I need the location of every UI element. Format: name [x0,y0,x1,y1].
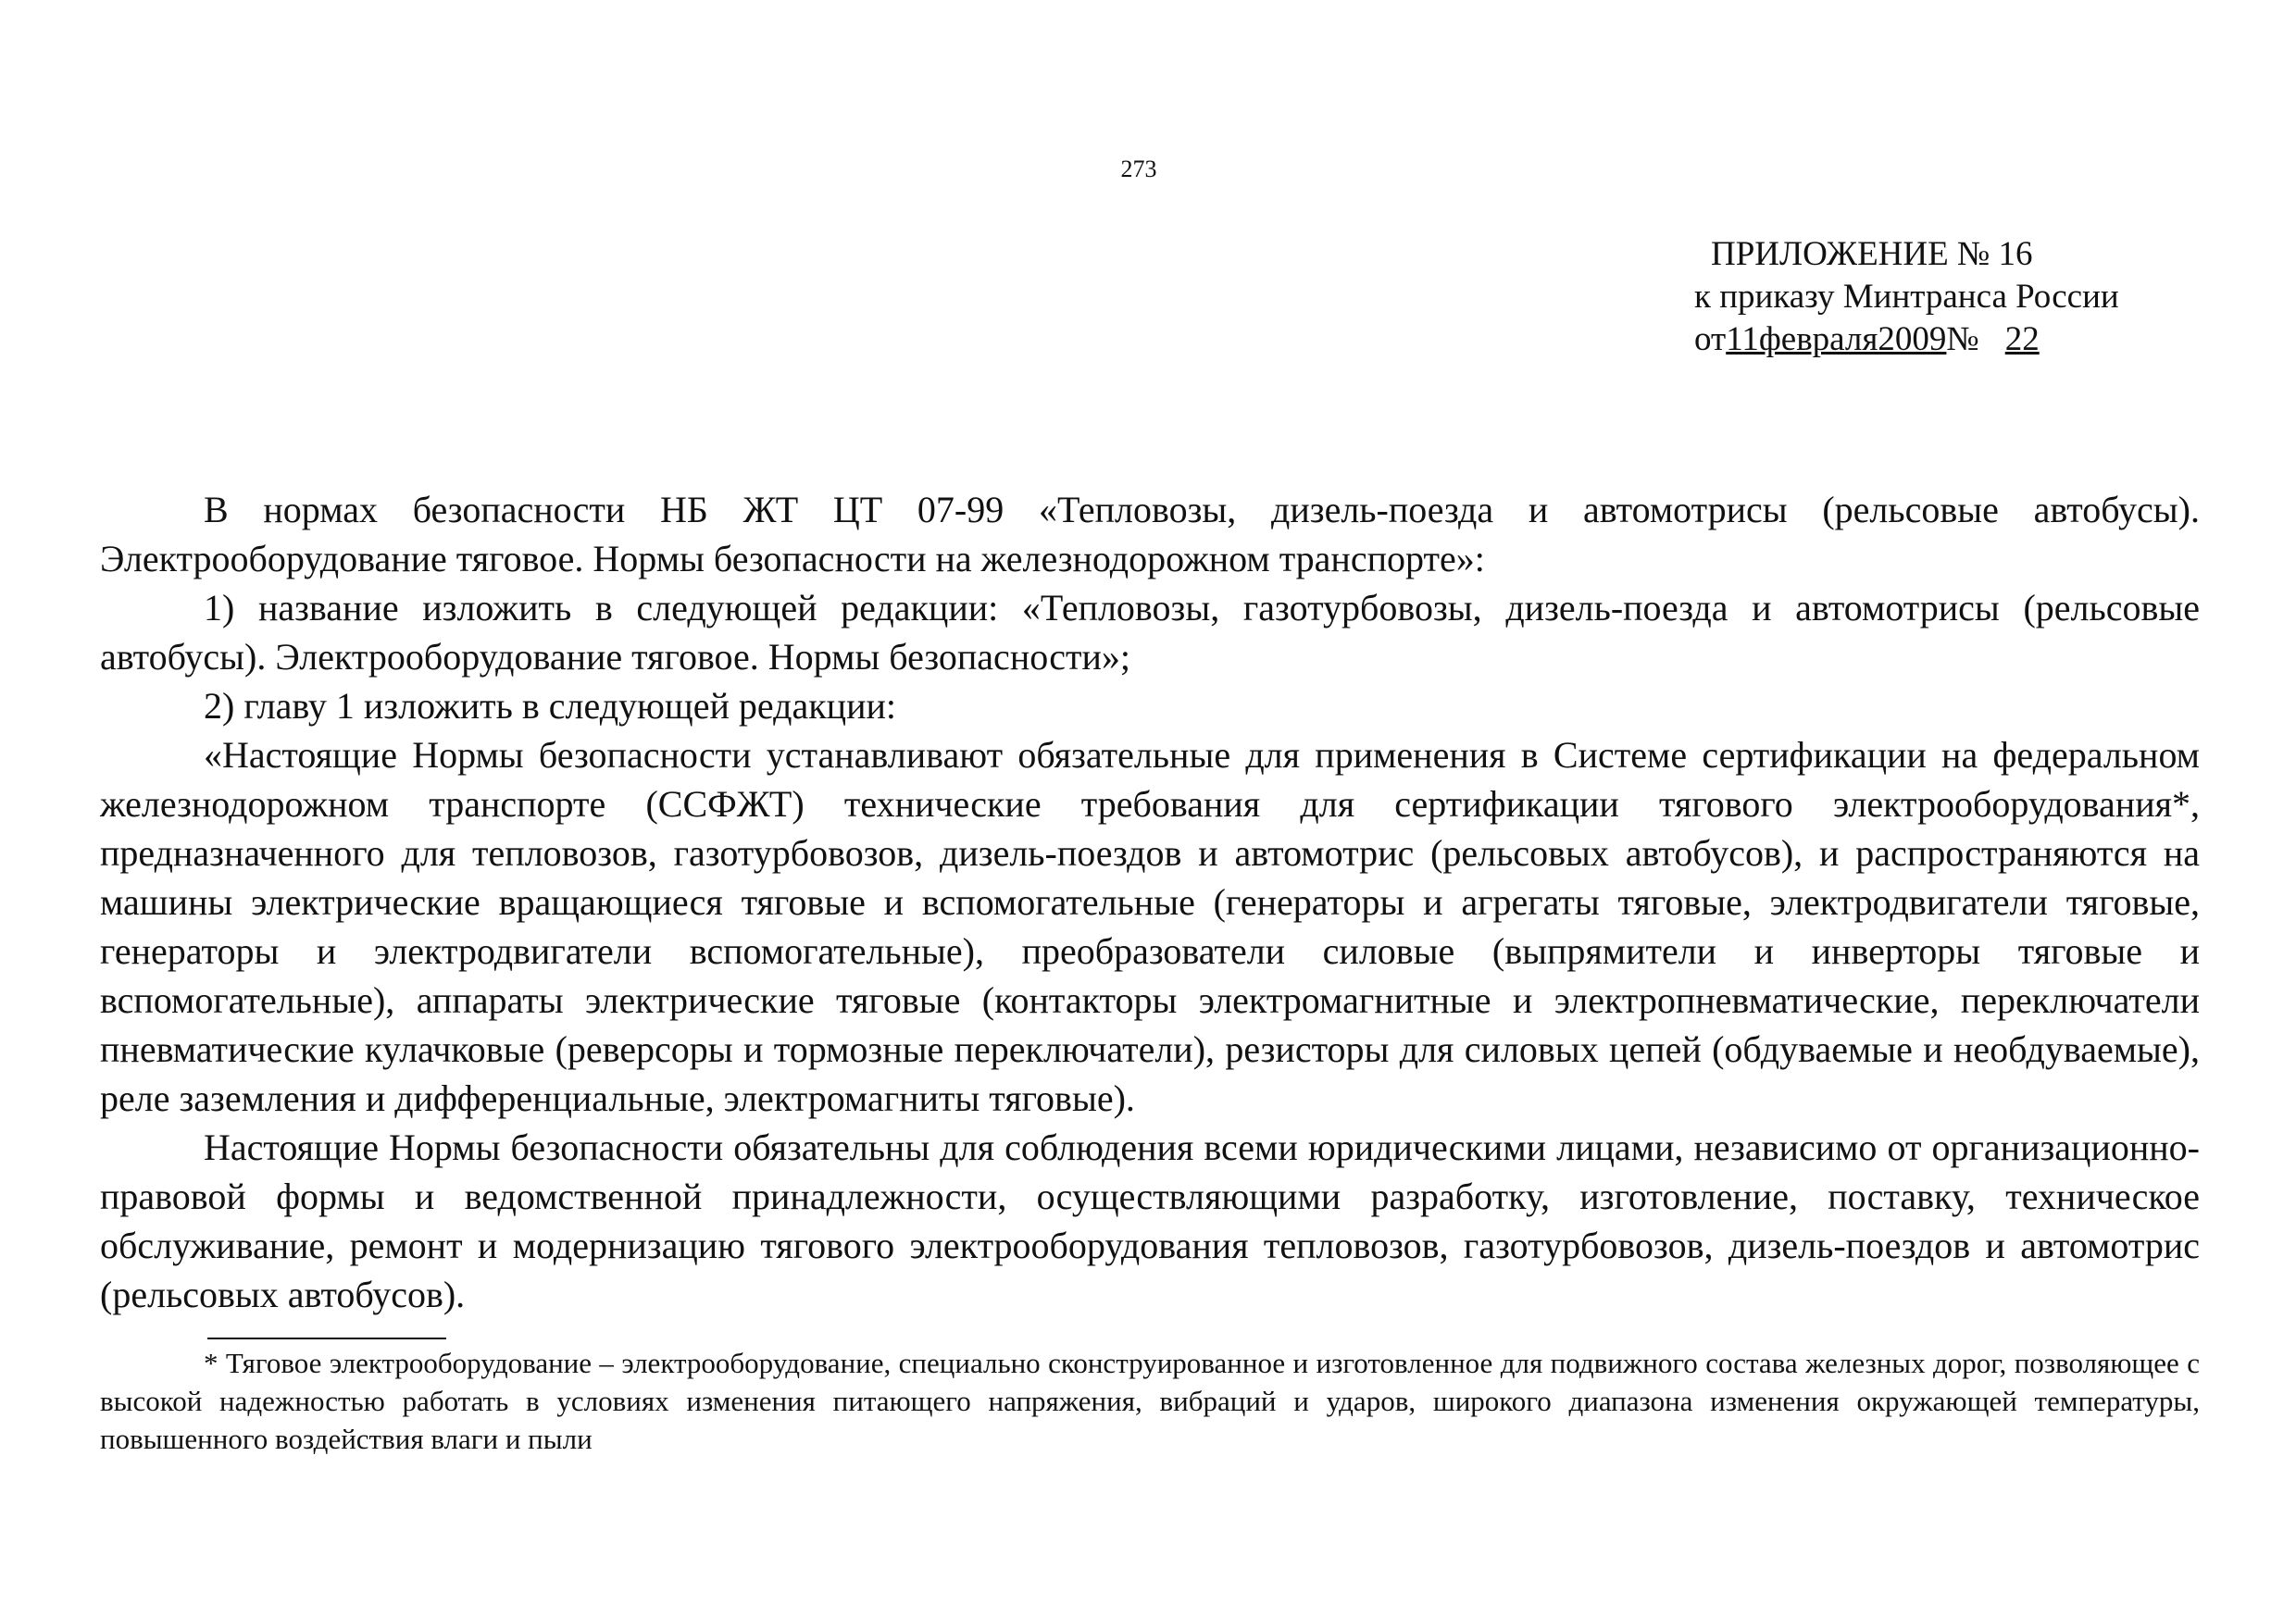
appendix-number-value: 22 [2004,320,2040,358]
appendix-header [1694,233,2213,361]
chapter-1-paragraph: «Настоящие Нормы безопасности устанавливают обязательные для применения в Системе сертификации на федеральном железнодорожном транспорте (ССФЖТ) технические требования для сертификации тягового электрооборудования*, предназначенного для тепловозов, газотурбовозов, дизель-поездов и автомотрис (рельсовых автобусов), и распространяются на машины электрические вращающиеся тяговые и вспомогательные (генераторы и агрегаты тяговые, электродвигатели тяговые, генераторы и электродвигатели вспомогательные), преобразователи силовые (выпрямители и инверторы тяговые и вспомогательные), аппараты электрические тяговые (контакторы электромагнитные и электропневматические, переключатели пневматические кулачковые (реверсоры и тормозные переключатели), резисторы для силовых цепей (обдуваемые и необдуваемые), реле заземления и дифференциальные, электромагниты тяговые). [100,734,2200,1119]
page-number: 273 [1120,156,1157,182]
scope-paragraph: Настоящие Нормы безопасности обязательны для соблюдения всеми юридическими лицами, независимо от организационно-правовой формы и ведомственной принадлежности, осуществляющими разработку, изготовление, поставку, техническое обслуживание, ремонт и модернизацию тягового электрооборудования тепловозов, газотурбовозов, дизель-поездов и автомотрис (рельсовых автобусов). [100,1126,2200,1315]
appendix-date-value: 11февраля2009 [1726,320,1947,358]
appendix-order-line: к приказу Минтранса России [1694,278,2119,316]
appendix-date-line [1694,318,2213,361]
item-1-paragraph: 1) название изложить в следующей редакции: «Тепловозы, газотурбовозы, дизель-поезда и автомотрисы (рельсовые автобусы). Электрооборудование тяговое. Нормы безопасности»; [100,587,2200,678]
appendix-number-sign: № [1946,320,1979,358]
footnote-divider [207,1338,446,1339]
appendix-date-prefix: от [1694,320,1727,358]
item-2-paragraph: 2) главу 1 изложить в следующей редакции: [204,685,896,727]
document-body [100,485,2200,1319]
appendix-title: ПРИЛОЖЕНИЕ № 16 [1711,235,2033,273]
intro-paragraph: В нормах безопасности НБ ЖТ ЦТ 07-99 «Тепловозы, дизель-поезда и автомотрисы (рельсовые автобусы). Электрооборудование тяговое. Нормы безопасности на железнодорожном транспорте»: [100,489,2200,579]
footnote: * Тяговое электрооборудование – электрооборудование, специально сконструированное и изготовленное для подвижного состава железных дорог, позволяющее с высокой надежностью работать в условиях изменения питающего напряжения, вибраций и ударов, широкого диапазона изменения окружающей температуры, повышенного воздействия влаги и пыли [100,1347,2200,1455]
appendix-number-field [1979,320,2065,358]
